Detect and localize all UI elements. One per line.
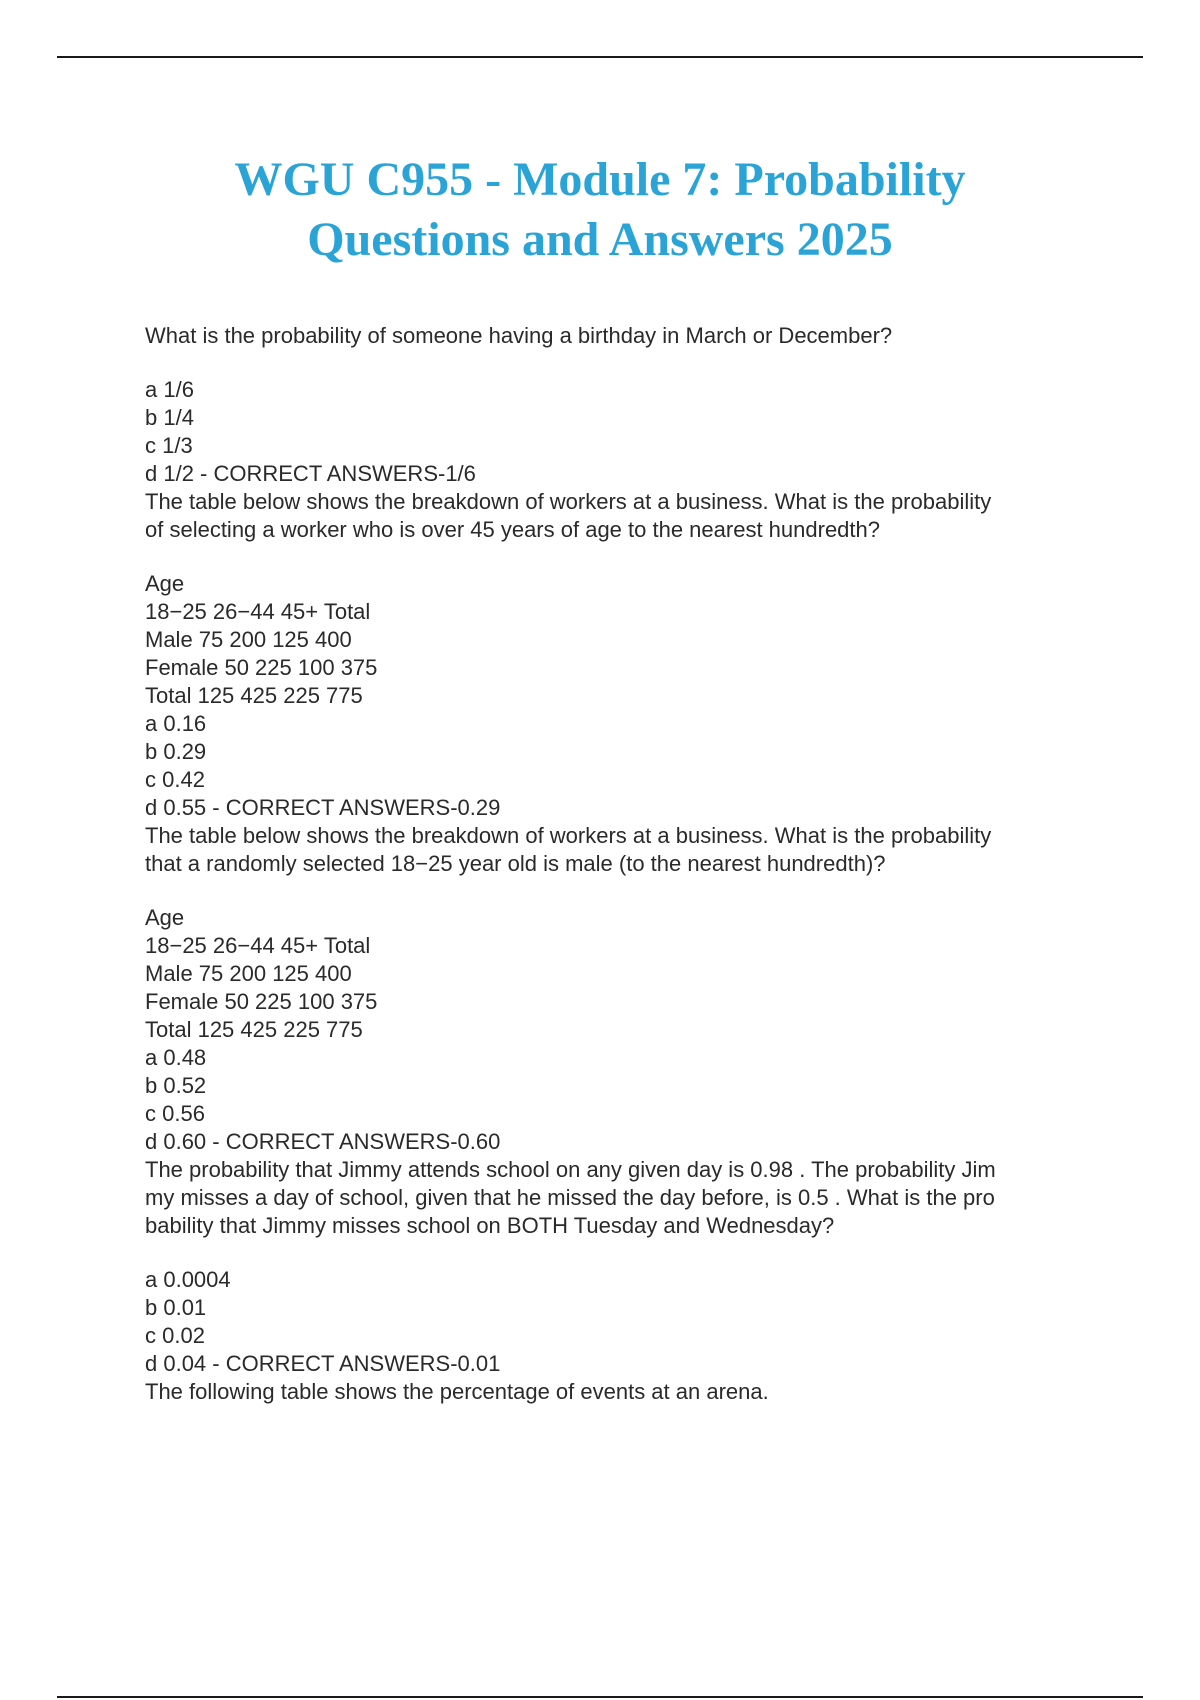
q5-question: The following table shows the percentage of events at an arena. bbox=[145, 1379, 769, 1404]
q2-option-c: c 0.42 bbox=[145, 767, 205, 792]
spacer bbox=[145, 350, 1085, 376]
q1-option-d-answer: d 1/2 - CORRECT ANSWERS-1/6 bbox=[145, 461, 476, 486]
q1-option-c: c 1/3 bbox=[145, 433, 193, 458]
q4-option-d-answer: d 0.04 - CORRECT ANSWERS-0.01 bbox=[145, 1351, 501, 1376]
q2-table-row: Total 125 425 225 775 bbox=[145, 683, 363, 708]
q2-question-line-1: The table below shows the breakdown of workers at a business. What is the probability bbox=[145, 489, 992, 514]
spacer bbox=[145, 1240, 1085, 1266]
q4-question-line-2: my misses a day of school, given that he missed the day before, is 0.5 . What is the pro bbox=[145, 1185, 995, 1210]
q4-option-b: b 0.01 bbox=[145, 1295, 207, 1320]
q2-option-b: b 0.29 bbox=[145, 739, 207, 764]
q4-question-line-1: The probability that Jimmy attends school on any given day is 0.98 . The probability Jim bbox=[145, 1157, 996, 1182]
q3-option-b: b 0.52 bbox=[145, 1073, 207, 1098]
q1-question: What is the probability of someone having a birthday in March or December? bbox=[145, 323, 893, 348]
q3-option-c: c 0.56 bbox=[145, 1101, 205, 1126]
q2-table-row: Female 50 225 100 375 bbox=[145, 655, 378, 680]
bottom-rule bbox=[57, 1696, 1143, 1698]
document-title bbox=[100, 150, 1100, 270]
q2-table-header: Age bbox=[145, 571, 185, 596]
q3-table-row: 18−25 26−44 45+ Total bbox=[145, 933, 371, 958]
q3-table-row: Female 50 225 100 375 bbox=[145, 989, 378, 1014]
q3-table-header: Age bbox=[145, 905, 185, 930]
q4-option-c: c 0.02 bbox=[145, 1323, 205, 1348]
q3-option-d-answer: d 0.60 - CORRECT ANSWERS-0.60 bbox=[145, 1129, 501, 1154]
document-body bbox=[145, 322, 1085, 1406]
q1-option-a: a 1/6 bbox=[145, 377, 194, 402]
q2-option-d-answer: d 0.55 - CORRECT ANSWERS-0.29 bbox=[145, 795, 501, 820]
q3-table-row: Male 75 200 125 400 bbox=[145, 961, 352, 986]
q3-question-line-1: The table below shows the breakdown of workers at a business. What is the probability bbox=[145, 823, 992, 848]
q2-option-a: a 0.16 bbox=[145, 711, 207, 736]
q3-question-line-2: that a randomly selected 18−25 year old is male (to the nearest hundredth)? bbox=[145, 851, 886, 876]
spacer bbox=[145, 544, 1085, 570]
title-line-2: Questions and Answers 2025 bbox=[307, 213, 893, 266]
q2-table-row: Male 75 200 125 400 bbox=[145, 627, 352, 652]
q2-question-line-2: of selecting a worker who is over 45 years of age to the nearest hundredth? bbox=[145, 517, 880, 542]
q4-option-a: a 0.0004 bbox=[145, 1267, 231, 1292]
q3-table-row: Total 125 425 225 775 bbox=[145, 1017, 363, 1042]
q1-option-b: b 1/4 bbox=[145, 405, 194, 430]
title-line-1: WGU C955 - Module 7: Probability bbox=[234, 153, 966, 206]
q4-question-line-3: bability that Jimmy misses school on BOTH Tuesday and Wednesday? bbox=[145, 1213, 835, 1238]
q2-table-row: 18−25 26−44 45+ Total bbox=[145, 599, 371, 624]
top-rule bbox=[57, 56, 1143, 58]
q3-option-a: a 0.48 bbox=[145, 1045, 207, 1070]
spacer bbox=[145, 878, 1085, 904]
